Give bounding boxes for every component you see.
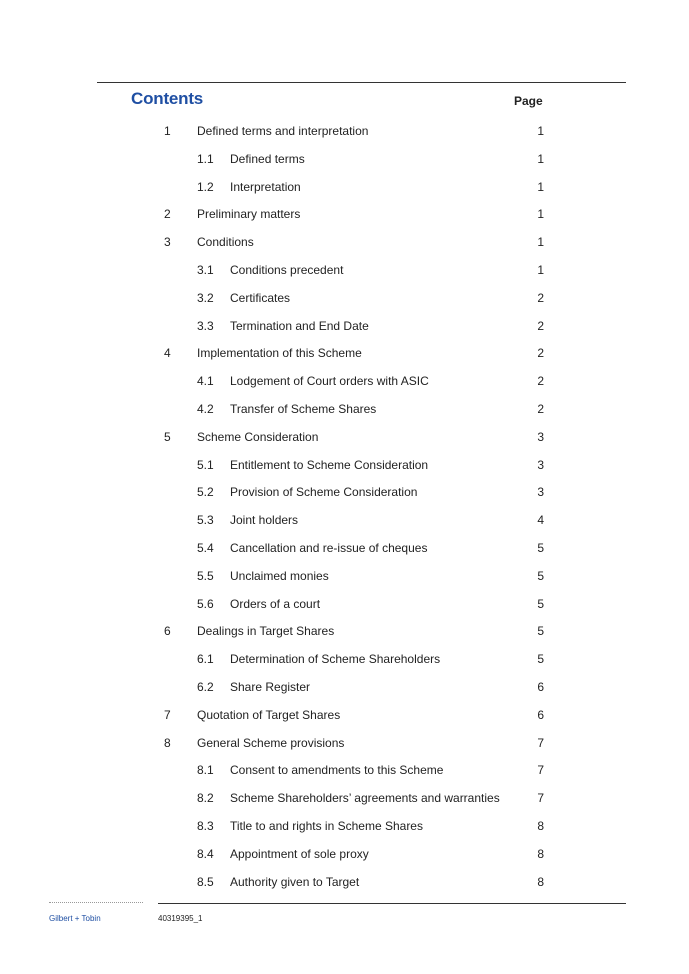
toc-entry-title: Joint holders [230,513,299,528]
toc-entry-number: 6.2 [197,679,214,694]
toc-entry-title: Lodgement of Court orders with ASIC [230,374,429,389]
toc-entry-title: General Scheme provisions [197,735,345,750]
toc-entry-number: 8.2 [197,791,214,806]
bottom-rule [158,903,626,904]
toc-entry-number: 3 [164,235,171,250]
toc-entry-number: 1.1 [197,151,214,166]
toc-entry-number: 5.3 [197,513,214,528]
toc-entry-number: 5 [164,429,171,444]
toc-subsection-entry[interactable] [0,479,689,507]
toc-subsection-entry[interactable] [0,452,689,480]
toc-entry-title: Determination of Scheme Shareholders [230,652,441,667]
toc-entry-page-number: 2 [537,401,544,416]
toc-subsection-entry[interactable] [0,785,689,813]
toc-entry-number: 4 [164,346,171,361]
toc-entry-number: 5.5 [197,568,214,583]
toc-entry-page-number: 5 [537,652,544,667]
toc-entry-number: 2 [164,207,171,222]
toc-entry-page-number: 5 [537,596,544,611]
page-column-header: Page [514,94,543,108]
toc-entry-title: Authority given to Target [230,874,360,889]
toc-entry-page-number: 3 [537,485,544,500]
toc-section-entry[interactable] [0,702,689,730]
toc-entry-title: Conditions [197,235,254,250]
toc-entry-title: Dealings in Target Shares [197,624,335,639]
toc-section-entry[interactable] [0,340,689,368]
toc-entry-page-number: 2 [537,318,544,333]
toc-entry-title: Quotation of Target Shares [197,707,341,722]
toc-entry-title: Implementation of this Scheme [197,346,362,361]
toc-entry-number: 8.1 [197,763,214,778]
footer-divider [49,902,143,903]
toc-subsection-entry[interactable] [0,646,689,674]
footer-document-reference: 40319395_1 [158,914,203,923]
toc-entry-number: 5.1 [197,457,214,472]
toc-entry-title: Interpretation [230,179,301,194]
toc-subsection-entry[interactable] [0,396,689,424]
toc-entry-number: 8.4 [197,846,214,861]
toc-entry-page-number: 2 [537,346,544,361]
toc-entry-page-number: 7 [537,791,544,806]
toc-entry-title: Unclaimed monies [230,568,329,583]
toc-entry-title: Conditions precedent [230,262,344,277]
toc-subsection-entry[interactable] [0,368,689,396]
toc-entry-page-number: 8 [537,874,544,889]
toc-entry-title: Defined terms and interpretation [197,124,369,138]
toc-entry-page-number: 1 [537,262,544,277]
toc-entry-number: 5.2 [197,485,214,500]
toc-entry-number: 8.3 [197,818,214,833]
toc-subsection-entry[interactable] [0,813,689,841]
toc-section-entry[interactable] [0,618,689,646]
toc-entry-page-number: 6 [537,707,544,722]
toc-entry-number: 3.2 [197,290,214,305]
toc-entry-page-number: 1 [537,235,544,250]
toc-entry-number: 5.6 [197,596,214,611]
toc-subsection-entry[interactable] [0,507,689,535]
toc-entry-title: Share Register [230,679,311,694]
toc-section-entry[interactable] [0,424,689,452]
toc-entry-title: Scheme Consideration [197,429,319,444]
toc-entry-number: 8.5 [197,874,214,889]
table-of-contents [0,118,689,896]
toc-section-entry[interactable] [0,730,689,758]
toc-entry-title: Preliminary matters [197,207,301,222]
toc-entry-page-number: 1 [537,124,544,138]
toc-subsection-entry[interactable] [0,535,689,563]
toc-entry-number: 6.1 [197,652,214,667]
toc-section-entry[interactable] [0,229,689,257]
toc-subsection-entry[interactable] [0,313,689,341]
toc-entry-number: 6 [164,624,171,639]
toc-entry-page-number: 1 [537,179,544,194]
toc-entry-page-number: 6 [537,679,544,694]
toc-entry-page-number: 7 [537,763,544,778]
toc-entry-title: Termination and End Date [230,318,369,333]
toc-entry-page-number: 5 [537,624,544,639]
toc-entry-page-number: 4 [537,513,544,528]
toc-subsection-entry[interactable] [0,257,689,285]
toc-entry-number: 4.2 [197,401,214,416]
toc-entry-title: Defined terms [230,151,305,166]
toc-entry-number: 5.4 [197,540,214,555]
toc-subsection-entry[interactable] [0,174,689,202]
toc-subsection-entry[interactable] [0,591,689,619]
toc-entry-title: Title to and rights in Scheme Shares [230,818,423,833]
toc-entry-number: 7 [164,707,171,722]
toc-entry-page-number: 8 [537,846,544,861]
footer-firm-name: Gilbert + Tobin [49,914,101,923]
toc-entry-title: Orders of a court [230,596,321,611]
toc-entry-title: Entitlement to Scheme Consideration [230,457,429,472]
toc-entry-title: Consent to amendments to this Scheme [230,763,444,778]
toc-entry-number: 3.1 [197,262,214,277]
toc-subsection-entry[interactable] [0,146,689,174]
toc-entry-page-number: 8 [537,818,544,833]
toc-entry-title: Scheme Shareholders’ agreements and warranties [230,791,500,806]
toc-entry-page-number: 3 [537,429,544,444]
toc-entry-page-number: 2 [537,374,544,389]
page-title: Contents [131,89,204,108]
toc-entry-page-number: 7 [537,735,544,750]
toc-entry-number: 8 [164,735,171,750]
toc-subsection-entry[interactable] [0,869,689,897]
toc-entry-page-number: 1 [537,151,544,166]
toc-entry-title: Cancellation and re-issue of cheques [230,540,428,555]
toc-subsection-entry[interactable] [0,563,689,591]
toc-subsection-entry[interactable] [0,757,689,785]
toc-entry-number: 1.2 [197,179,214,194]
top-rule [97,82,626,83]
toc-entry-page-number: 5 [537,540,544,555]
toc-entry-number: 3.3 [197,318,214,333]
toc-entry-title: Transfer of Scheme Shares [230,401,377,416]
toc-entry-number: 4.1 [197,374,214,389]
toc-entry-title: Certificates [230,290,291,305]
toc-section-entry[interactable] [0,201,689,229]
toc-subsection-entry[interactable] [0,285,689,313]
toc-entry-page-number: 5 [537,568,544,583]
toc-subsection-entry[interactable] [0,841,689,869]
toc-section-entry[interactable] [0,118,689,146]
toc-subsection-entry[interactable] [0,674,689,702]
toc-entry-title: Provision of Scheme Consideration [230,485,418,500]
toc-entry-title: Appointment of sole proxy [230,846,369,861]
toc-entry-page-number: 2 [537,290,544,305]
toc-entry-number: 1 [164,124,171,138]
toc-entry-page-number: 1 [537,207,544,222]
toc-entry-page-number: 3 [537,457,544,472]
